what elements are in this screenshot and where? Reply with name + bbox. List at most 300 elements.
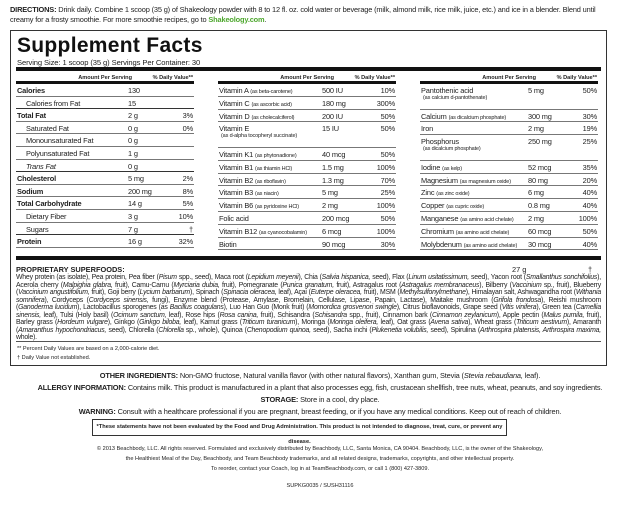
nutrient-amount: 2 g [128, 111, 138, 121]
ingredient-latin-name: Lycium barbarum [139, 289, 190, 296]
nutrient-source: (as dicalcium phosphate) [423, 146, 481, 153]
nutrient-name [421, 86, 473, 95]
nutrient-label: Iodine [421, 162, 441, 172]
nutrient-name [421, 240, 517, 249]
nutrient-amount: 200 mg [128, 186, 152, 196]
nutrient-amount: 1.5 mg [322, 162, 344, 172]
nutrient-dv: 70% [380, 175, 395, 185]
warning [0, 407, 640, 416]
nutrient-source: (as zinc oxide) [436, 191, 470, 198]
ingredient-text: spp., fruit), Cinnamon bark ( [346, 311, 433, 319]
nutrient-source: (as amino acid chelate) [463, 242, 518, 249]
nutrient-label: Total Carbohydrate [17, 199, 82, 209]
footnote-dv: ** Percent Daily Values are based on a 2,000-calorie diet. [17, 346, 160, 352]
ingredient-text: fruit), MSM ( [361, 289, 400, 296]
column-header [218, 73, 396, 84]
nutrient-dv: 40% [582, 201, 597, 211]
nutrient-amount: 5 mg [322, 188, 338, 198]
other-ingredients [0, 371, 640, 380]
proprietary-dv: † [588, 265, 593, 274]
ingredient-text: ), Bilberry ( [479, 281, 512, 289]
shakeology-link[interactable]: Shakeology.com [208, 15, 265, 24]
directions-end: . [264, 15, 267, 24]
ingredient-text: ), Luo Han Guo (Monk fruit) ( [223, 304, 309, 311]
ingredient-latin-name: Ganoderma lucidum [18, 304, 78, 311]
nutrient-label: Vitamin B3 [219, 188, 254, 198]
nutrient-amount: 6 mcg [322, 226, 342, 236]
nutrient-dv: 25% [380, 188, 395, 198]
ingredient-text: ), Apple pectin ( [496, 311, 544, 319]
nutrient-name [219, 176, 286, 185]
ingredient-text: leaf), Oat grass ( [378, 319, 431, 326]
directions-label: DIRECTIONS: [10, 5, 57, 14]
nutrient-dv: 100% [376, 162, 395, 172]
nutrient-name [26, 99, 80, 108]
nutrient-row [420, 122, 598, 135]
nutrient-row [218, 84, 396, 97]
nutrient-name [26, 162, 56, 171]
storage-label: STORAGE: [260, 395, 299, 404]
nutrient-name [17, 237, 41, 246]
directions-text: Drink daily. Combine 1 scoop (35 g) of Shakeology powder with 8 to 12 fl. oz. cold water or beverage (milk, almond milk, rice milk, juice, etc.) and ice in a blender. Blend until creamy for a frosty smoothie. For more smoothie recipes, go to [10, 5, 596, 24]
ingredient-text: ), Green tea ( [536, 304, 576, 311]
nutrient-source: (as cyanocobalamin) [258, 229, 307, 236]
nutrient-name [26, 225, 49, 234]
nutrient-amount: 0 g [128, 136, 138, 146]
nutrient-row [16, 109, 194, 122]
divider-bar [16, 256, 601, 260]
nutrient-name [421, 137, 459, 146]
nutrient-label: Vitamin B2 [219, 175, 254, 185]
nutrient-source: (as niacin) [255, 191, 279, 198]
ingredient-latin-name: Astragalus membranaceus [401, 281, 480, 289]
ingredient-latin-name: Punica granatum, [282, 281, 334, 289]
nutrient-amount: 60 mcg [528, 226, 552, 236]
nutrient-label: Sugars [26, 224, 49, 234]
storage [0, 395, 640, 404]
nutrient-name [26, 136, 93, 145]
nutrient-name [219, 124, 249, 133]
nutrient-row [16, 160, 194, 173]
ingredient-latin-name: Myrciaria dubia, [173, 281, 220, 289]
nutrient-label: Vitamin A [219, 86, 249, 95]
ingredient-text: ), Spinach ( [189, 289, 224, 296]
nutrient-row [218, 161, 396, 174]
nutrient-row [16, 122, 194, 135]
nutrient-label: Pantothenic acid [421, 86, 474, 95]
nutrient-dv: 100% [376, 201, 395, 211]
ingredient-text: sp., whole), Quinoa ( [183, 326, 247, 334]
nutrient-source: (as pyridoxine HCl) [255, 204, 299, 211]
nutrient-label: Vitamin D [219, 111, 250, 121]
nutrient-row [16, 172, 194, 185]
nutrient-amount: 15 [128, 98, 136, 108]
nutrient-row [16, 235, 194, 248]
ingredient-text: spp., seed), Maca root ( [176, 274, 248, 281]
nutrient-column [218, 73, 396, 250]
nutrient-label: Zinc [421, 188, 435, 198]
column-header [420, 73, 598, 84]
proprietary-amount: 27 g [512, 265, 527, 274]
nutrient-amount: 200 mcg [322, 213, 350, 223]
ingredient-latin-name: Camellia sinensis, [16, 304, 601, 319]
ingredient-latin-name: Malus pumila, [543, 311, 585, 319]
nutrient-amount: 6 mg [528, 188, 544, 198]
nutrient-name [219, 150, 297, 159]
ingredient-text: seed), Sacha inchi ( [310, 326, 372, 334]
amount-header: Amount Per Serving [78, 75, 132, 81]
other-ingredients-label: OTHER INGREDIENTS: [99, 371, 178, 380]
nutrient-row [218, 110, 396, 123]
proprietary-label: PROPRIETARY SUPERFOODS: [16, 265, 125, 274]
nutrient-dv: 32% [178, 237, 193, 247]
ingredient-latin-name: Moringa oleifera, [329, 319, 379, 326]
nutrient-row [218, 186, 396, 199]
nutrient-name [421, 227, 509, 236]
nutrient-row [420, 199, 598, 212]
ingredient-latin-name: Plukenetia volubilis, [371, 326, 429, 334]
nutrient-label: Cholesterol [17, 174, 57, 184]
ingredient-latin-name: Salvia hispanica, [321, 274, 371, 281]
nutrient-label: Manganese [421, 213, 459, 223]
nutrient-row [16, 223, 194, 236]
nutrient-row [420, 161, 598, 174]
storage-text: Store in a cool, dry place. [298, 395, 380, 404]
dv-header: % Daily Value** [556, 75, 597, 81]
warning-text: Consult with a healthcare professional if you are pregnant, breast feeding, or if you have any medical conditions. Keep out of reach of children. [115, 407, 562, 416]
nutrient-source: (as cholecalciferol) [251, 114, 295, 121]
nutrient-label: Trans Fat [26, 161, 56, 171]
nutrient-label: Polyunsaturated Fat [26, 148, 90, 158]
ingredient-latin-name: Triticum aestivum [516, 319, 567, 326]
ingredient-text: ), Moringa ( [295, 319, 330, 326]
ingredient-latin-name: Momordica grosvenori swingle [308, 304, 397, 311]
nutrient-dv: † [189, 224, 193, 234]
ingredient-latin-name: Withania somnifera [16, 289, 601, 304]
ingredient-text: ), Lactobacillus sporogenes (as [77, 304, 170, 311]
nutrient-name [219, 201, 299, 210]
nutrient-amount: 52 mcg [528, 162, 552, 172]
ingredient-latin-name: Vaccinium [511, 281, 542, 289]
fda-disclaimer: *These statements have not been evaluated by the Food and Drug Administration. This product is not intended to diagnose, treat, cure, or prevent any disease. [92, 419, 507, 436]
nutrient-row [16, 197, 194, 210]
nutrient-dv: 25% [582, 137, 597, 147]
copyright-line: © 2013 Beachbody, LLC. All rights reserved. Formulated and exclusively distributed by Beachbody, LLC, Santa Monica, CA 90404. Beachbody, LLC, is the owner of the Shakeology, [96, 446, 544, 452]
divider-line [16, 341, 601, 342]
ingredient-text: ), Amaranth ( [16, 319, 601, 334]
nutrient-amount: 180 mg [322, 98, 346, 108]
ingredient-latin-name: Schisandra [314, 311, 347, 319]
ingredient-text: sp., fruit), Blueberry ( [16, 281, 602, 296]
dv-header: % Daily Value** [354, 75, 395, 81]
ingredient-text: fruit), Schisandra ( [258, 311, 315, 319]
nutrient-row [420, 225, 598, 238]
nutrient-amount: 500 IU [322, 86, 343, 95]
nutrient-amount: 250 mg [528, 137, 552, 147]
nutrient-dv: 300% [376, 98, 395, 108]
nutrient-row [420, 84, 598, 110]
nutrient-label: Vitamin B1 [219, 162, 254, 172]
nutrient-label: Sodium [17, 186, 44, 196]
nutrient-source: (as thiamin HCl) [255, 165, 293, 172]
nutrient-amount: 2 mg [322, 201, 338, 211]
nutrient-label: Calories [17, 86, 45, 95]
ingredient-text: fruit), Barley grass ( [16, 311, 601, 326]
nutrient-label: Vitamin K1 [219, 149, 254, 159]
nutrient-name [421, 163, 462, 172]
nutrient-label: Iron [421, 124, 434, 134]
amount-header: Amount Per Serving [482, 75, 536, 81]
ingredient-text: fruit), Goji berry ( [89, 289, 140, 296]
nutrient-row [16, 134, 194, 147]
nutrient-dv: 30% [380, 239, 395, 249]
nutrient-dv: 5% [182, 199, 193, 209]
nutrient-amount: 0 g [128, 161, 138, 171]
nutrient-label: Vitamin B12 [219, 226, 258, 236]
nutrient-dv: 50% [380, 213, 395, 223]
nutrient-name [219, 188, 279, 197]
nutrient-name [219, 99, 292, 108]
ingredient-latin-name: Methylsulfonylmethane [399, 289, 466, 296]
panel-title: Supplement Facts [17, 34, 203, 57]
ingredient-text: ), Acerola cherry ( [16, 274, 601, 289]
ingredient-text: ), Reishi mushroom ( [16, 296, 601, 311]
nutrient-amount: 2 mg [528, 124, 544, 134]
nutrient-dv: 10% [178, 211, 193, 221]
ingredient-text: fruit), Astragalus root ( [333, 281, 402, 289]
nutrient-name [219, 214, 249, 223]
nutrient-row [218, 97, 396, 110]
nutrient-dv: 19% [582, 124, 597, 134]
proprietary-ingredients [16, 274, 601, 342]
nutrient-label: Biotin [219, 239, 237, 249]
ingredient-text: seed), Flax ( [370, 274, 409, 281]
column-header [16, 73, 194, 84]
ingredient-latin-name: Lepidium meyenii [247, 274, 299, 281]
nutrient-dv: 100% [376, 226, 395, 236]
nutrient-row [218, 238, 396, 251]
nutrient-label: Total Fat [17, 111, 46, 121]
ingredient-latin-name: Chlorella [158, 326, 184, 334]
nutrient-amount: 300 mg [528, 111, 552, 121]
nutrient-amount: 15 IU [322, 124, 339, 134]
nutrient-row [16, 185, 194, 198]
ingredient-latin-name: Chenopodium quinoa, [246, 326, 311, 334]
ingredient-text: Whey protein (as isolate), Pea protein, Pea fiber ( [16, 274, 159, 281]
nutrient-name [219, 227, 307, 236]
nutrient-label: Phosphorus [421, 137, 459, 147]
footnote-dagger: † Daily Value not established. [17, 355, 91, 361]
nutrient-column [420, 73, 598, 250]
ingredient-text: seed), Spirulina ( [428, 326, 480, 334]
ingredient-text: ), Chia ( [298, 274, 322, 281]
nutrient-name [421, 176, 511, 185]
nutrient-dv: 50% [582, 86, 597, 95]
reorder-line: To reorder, contact your Coach, log in at TeamBeachbody.com, or call 1 (800) 427-3809. [210, 466, 430, 472]
nutrient-name [421, 112, 506, 121]
nutrient-row [218, 225, 396, 238]
divider-bar [16, 67, 601, 71]
nutrient-source: (as d-alpha tocopheryl succinate) [221, 133, 298, 140]
nutrient-dv: 30% [582, 111, 597, 121]
nutrient-name [219, 240, 237, 249]
directions [10, 5, 610, 25]
nutrient-dv: 0% [182, 123, 193, 133]
nutrient-row [420, 174, 598, 187]
ingredient-text: whole). [16, 334, 37, 341]
nutrient-dv: 50% [582, 226, 597, 236]
dv-header: % Daily Value** [152, 75, 193, 81]
nutrient-row [420, 135, 598, 161]
supplement-facts-panel [10, 30, 607, 366]
nutrient-source: (as beta-carotene) [250, 89, 293, 95]
ingredient-latin-name: Amaranthus hypochondriacus, [18, 326, 107, 334]
nutrient-amount: 0 g [128, 123, 138, 133]
nutrient-column [16, 73, 194, 248]
ingredient-text: fruit), Pomegranate ( [219, 281, 283, 289]
ingredient-text: ), Ginkgo ( [107, 319, 140, 326]
nutrient-amount: 90 mcg [322, 239, 346, 249]
allergy-label: ALLERGY INFORMATION: [37, 383, 126, 392]
warning-label: WARNING: [78, 407, 116, 416]
nutrient-row [16, 97, 194, 110]
nutrient-row [16, 210, 194, 223]
nutrient-row [420, 110, 598, 123]
ingredient-text: leaf), Açai ( [276, 289, 311, 296]
ingredient-latin-name: Linum usitatissimum, [408, 274, 469, 281]
ingredient-latin-name: Grifola frondosa [493, 296, 542, 304]
nutrient-row [420, 238, 598, 251]
nutrient-source: (as cupric oxide) [446, 204, 485, 211]
nutrient-dv: 35% [582, 162, 597, 172]
nutrient-source: (as kelp) [442, 165, 462, 172]
nutrient-source: (as riboflavin) [255, 178, 286, 185]
nutrient-amount: 1.3 mg [322, 175, 344, 185]
ingredient-latin-name: Malpighia glabra, [62, 281, 113, 289]
ingredient-text: ), Himalayan salt, Ashwagandha root ( [465, 289, 576, 296]
nutrient-name [421, 201, 484, 210]
ingredient-text: leaf), Rose hips ( [166, 311, 220, 319]
nutrient-name [219, 112, 294, 121]
ingredient-latin-name: Avena sativa [430, 319, 469, 326]
ingredient-latin-name: Cinnamon zeylanicum [432, 311, 497, 319]
nutrient-source: (as calcium d-pantothenate) [423, 95, 488, 101]
nutrient-row [420, 186, 598, 199]
nutrient-name [26, 212, 66, 221]
nutrient-row [218, 199, 396, 212]
nutrient-amount: 130 [128, 86, 140, 95]
nutrient-row [218, 122, 396, 148]
ingredient-text: leaf), Tulsi (Holy basil) ( [41, 311, 114, 319]
ingredient-latin-name: Cordyceps sinensis, [88, 296, 149, 304]
other-ingredients-italic: Stevia rebaudiana, [463, 371, 523, 380]
allergy-text: Contains milk. This product is manufactured in a plant that also processes egg, fish, crustacean shellfish, tree nuts, wheat, peanuts, and soy ingredients. [125, 383, 603, 392]
nutrient-label: Copper [421, 201, 445, 211]
nutrient-row [218, 148, 396, 161]
other-ingredients-end: leaf). [522, 371, 541, 380]
nutrient-name [219, 163, 292, 172]
nutrient-label: Molybdenum [421, 239, 462, 249]
nutrient-source: (as ascorbic acid) [251, 101, 292, 108]
nutrient-amount: 5 mg [128, 174, 144, 184]
nutrient-dv: 50% [380, 124, 395, 134]
ingredient-latin-name: Spinacia oleracea, [223, 289, 277, 296]
ingredient-latin-name: Arthrospira platensis, Arthrospira maxima, [479, 326, 602, 334]
nutrient-label: Saturated Fat [26, 123, 69, 133]
ingredient-latin-name: Vaccinium angustifolium, [18, 289, 90, 296]
ingredient-latin-name: Rosa canina, [219, 311, 259, 319]
nutrient-label: Vitamin B6 [219, 201, 254, 211]
nutrient-amount: 0.8 mg [528, 201, 550, 211]
nutrient-label: Calories from Fat [26, 98, 81, 108]
ingredient-text: ), Cordyceps ( [44, 296, 89, 304]
nutrient-label: Monounsaturated Fat [26, 136, 94, 146]
ingredient-text: ), Citrus bioflavonoids, Grape seed ( [396, 304, 502, 311]
ingredient-latin-name: Vitis vinifera [501, 304, 537, 311]
nutrient-amount: 7 g [128, 224, 138, 234]
nutrient-name [17, 199, 82, 208]
nutrient-dv: 50% [380, 111, 395, 121]
nutrient-amount: 200 IU [322, 111, 343, 121]
ingredient-latin-name: Bacillus coagulans [169, 304, 224, 311]
product-code: SUPKG0035 / SUSH31116 [286, 483, 354, 489]
ingredient-text: leaf), Kamut grass ( [181, 319, 242, 326]
nutrient-label: Protein [17, 237, 42, 247]
nutrient-label: Vitamin E [219, 124, 250, 134]
nutrient-dv: 8% [182, 186, 193, 196]
nutrient-name [17, 187, 43, 196]
nutrient-source: (as phytonadione) [255, 152, 297, 159]
ingredient-text: seed), Yacon root ( [468, 274, 526, 281]
nutrient-name [17, 86, 45, 95]
nutrient-name [17, 174, 56, 183]
nutrient-row [218, 174, 396, 187]
nutrient-name [17, 111, 46, 120]
allergy-information [0, 383, 640, 392]
nutrient-label: Folic acid [219, 213, 249, 223]
nutrient-dv: 50% [380, 149, 395, 159]
nutrient-amount: 1 g [128, 148, 138, 158]
serving-info: Serving Size: 1 scoop (35 g) Servings Per Container: 30 [17, 58, 201, 67]
nutrient-name [26, 149, 89, 158]
nutrient-label: Magnesium [421, 175, 458, 185]
nutrient-row [420, 212, 598, 225]
ingredient-latin-name: Ginkgo biloba, [139, 319, 182, 326]
nutrient-amount: 16 g [128, 237, 142, 247]
nutrient-row [218, 212, 396, 225]
ingredient-latin-name: Hordeum vulgare [57, 319, 108, 326]
nutrient-row [16, 84, 194, 97]
nutrient-amount: 40 mcg [322, 149, 346, 159]
nutrient-name [421, 124, 433, 133]
nutrient-amount: 5 mg [528, 86, 544, 95]
nutrient-row [16, 147, 194, 160]
nutrient-source: (as amino acid chelate) [455, 229, 510, 236]
nutrient-dv: 10% [380, 86, 395, 95]
nutrient-dv: 3% [182, 111, 193, 121]
nutrient-source: (as amino acid chelate) [460, 216, 514, 223]
ingredient-latin-name: Triticum turanicum [241, 319, 296, 326]
nutrient-dv: 2% [182, 174, 193, 184]
nutrient-name [421, 214, 514, 223]
nutrient-name [219, 86, 292, 95]
nutrient-source: (as magnesium oxide) [459, 178, 511, 185]
copyright-line: the Healthiest Meal of the Day, Beachbody, and Team Beachbody trademarks, and all related designs, trademarks, copyrights, and other intellectual property. [125, 456, 515, 462]
nutrient-label: Calcium [421, 111, 447, 121]
other-ingredients-text: Non-GMO fructose, Natural vanilla flavor (with other natural flavors), Xanthan gum, Stevia ( [177, 371, 464, 380]
nutrient-label: Dietary Fiber [26, 211, 67, 221]
nutrient-source: (as dicalcium phosphate) [448, 114, 507, 121]
